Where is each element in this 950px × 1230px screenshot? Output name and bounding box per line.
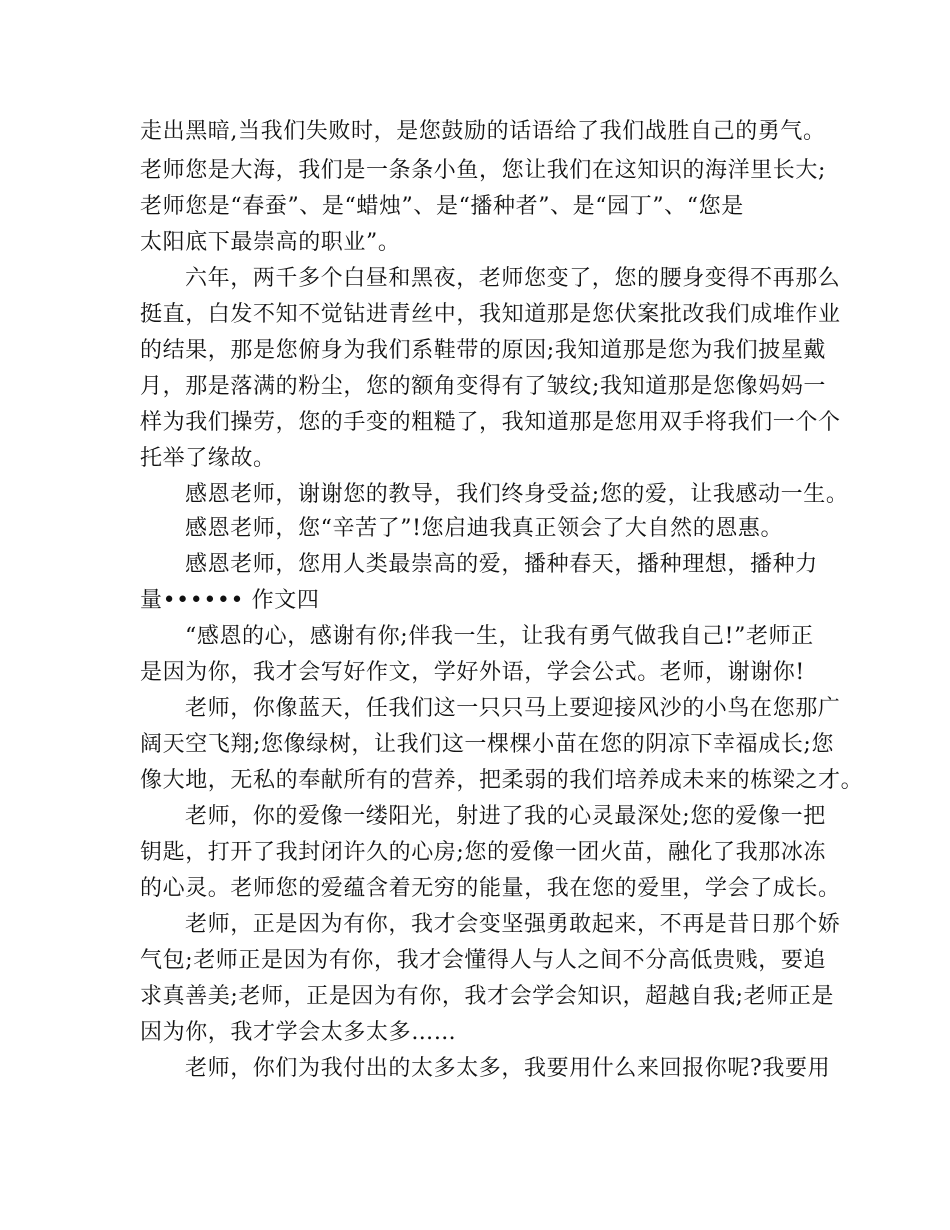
text-line: 老师，你们为我付出的太多太多，我要用什么来回报你呢?我要用	[185, 1056, 831, 1081]
text-line: 走出黑暗,当我们失败时，是您鼓励的话语给了我们战胜自己的勇气。	[140, 119, 826, 144]
text-line: 气包;老师正是因为有你，我才会懂得人与人之间不分高低贵贱，要追	[140, 948, 827, 973]
text-line: 的结果，那是您俯身为我们系鞋带的原因;我知道那是您为我们披星戴	[140, 338, 827, 363]
text-line: 太阳底下最崇高的职业”。	[140, 230, 401, 255]
text-line: 老师您是大海，我们是一条条小鱼，您让我们在这知识的海洋里长大;	[140, 158, 827, 183]
text-line: 老师您是“春蚕”、是“蜡烛”、是“播种者”、是“园丁”、“您是	[140, 194, 744, 219]
text-line: 感恩老师，您“辛苦了”!您启迪我真正领会了大自然的恩惠。	[185, 516, 784, 541]
text-line: 老师，你像蓝天，任我们这一只只马上要迎接风沙的小鸟在您那广	[185, 696, 841, 721]
text-line: 托举了缘故。	[140, 446, 276, 471]
text-line: 老师，正是因为有你，我才会变坚强勇敢起来，不再是昔日那个娇	[185, 912, 841, 937]
text-line: 钥匙，打开了我封闭许久的心房;您的爱像一团火苗，融化了我那冰冻	[140, 840, 827, 865]
text-line: 量•••••• 作文四	[140, 588, 320, 613]
text-line: 阔天空飞翔;您像绿树，让我们这一棵棵小苗在您的阴凉下幸福成长;您	[140, 732, 835, 757]
text-line: 感恩老师，您用人类最崇高的爱，播种春天，播种理想，播种力	[185, 552, 818, 577]
text-line: 挺直，白发不知不觉钻进青丝中，我知道那是您伏案批改我们成堆作业	[140, 302, 841, 327]
text-line: 的心灵。老师您的爱蕴含着无穷的能量，我在您的爱里，学会了成长。	[140, 876, 841, 901]
text-line: 是因为你，我才会写好作文，学好外语，学会公式。老师，谢谢你!	[140, 660, 805, 685]
text-line: 求真善美;老师，正是因为有你，我才会学会知识，超越自我;老师正是	[140, 984, 835, 1009]
text-line: 像大地，无私的奉献所有的营养，把柔弱的我们培养成未来的栋梁之才。	[140, 768, 864, 793]
text-line: 老师，你的爱像一缕阳光，射进了我的心灵最深处;您的爱像一把	[185, 804, 826, 829]
text-line: “感恩的心，感谢有你;伴我一生，让我有勇气做我自己!”老师正	[185, 624, 814, 649]
text-line: 因为你，我才学会太多太多……	[140, 1020, 457, 1045]
text-line: 六年，两千多个白昼和黑夜，老师您变了，您的腰身变得不再那么	[185, 266, 841, 291]
text-line: 样为我们操劳，您的手变的粗糙了，我知道那是您用双手将我们一个个	[140, 410, 841, 435]
text-line: 月，那是落满的粉尘，您的额角变得有了皱纹;我知道那是您像妈妈一	[140, 374, 827, 399]
text-line: 感恩老师，谢谢您的教导，我们终身受益;您的爱，让我感动一生。	[185, 482, 849, 507]
